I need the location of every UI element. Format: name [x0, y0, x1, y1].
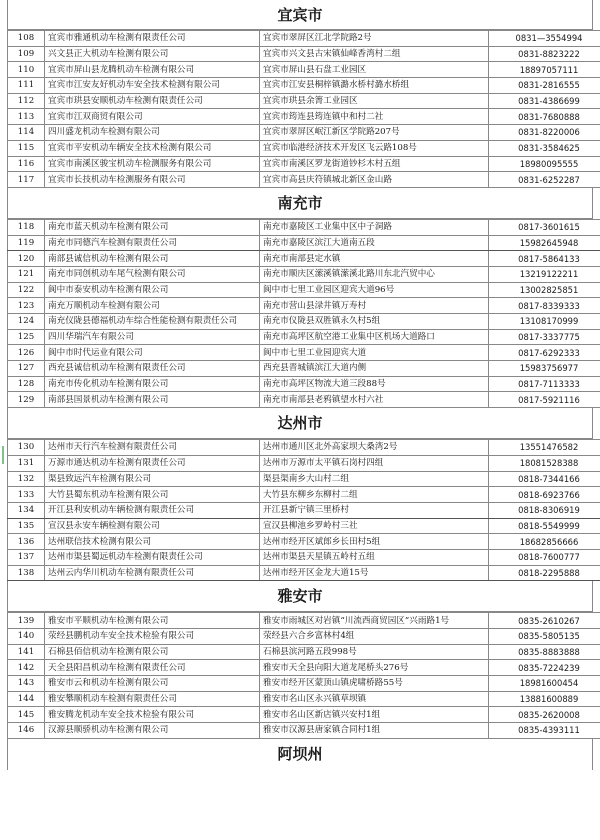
company-address: 南充市嘉陵区滨江大道南五段 — [260, 235, 489, 251]
company-name: 达州市天行汽车检测有限责任公司 — [45, 440, 260, 456]
company-address: 南充市嘉陵区工业集中区中子洞路 — [260, 219, 489, 235]
company-address: 达州市经开区金龙大道15号 — [260, 565, 489, 581]
company-address: 雅安市名山区永兴镇草坝镇 — [260, 691, 489, 707]
phone-number: 0835-2620008 — [489, 707, 600, 723]
row-number: 127 — [8, 361, 45, 377]
table-row — [8, 518, 600, 534]
row-number: 128 — [8, 376, 45, 392]
phone-number: 18980095555 — [489, 156, 600, 172]
phone-number: 0835-7224239 — [489, 660, 600, 676]
row-number: 115 — [8, 140, 45, 156]
row-number: 108 — [8, 31, 45, 47]
company-address: 阆中市七里工业园区迎宾大道96号 — [260, 282, 489, 298]
company-name: 开江县利安机动车辆检测有限责任公司 — [45, 502, 260, 518]
row-number: 140 — [8, 629, 45, 645]
phone-number: 0818-8306919 — [489, 502, 600, 518]
company-address: 开江县新宁镇三里桥村 — [260, 502, 489, 518]
company-address: 南充市高坪区航空港工业集中区机场大道路口 — [260, 329, 489, 345]
company-address: 宜宾市兴文县古宋镇仙峰香湾村二组 — [260, 46, 489, 62]
row-number: 138 — [8, 565, 45, 581]
phone-number: 0818-2295888 — [489, 565, 600, 581]
phone-number: 13551476582 — [489, 440, 600, 456]
phone-number: 15983756977 — [489, 361, 600, 377]
row-number: 113 — [8, 109, 45, 125]
table-row — [8, 455, 600, 471]
table-row — [8, 314, 600, 330]
company-name: 宜宾市南溪区骏宝机动车检测服务有限公司 — [45, 156, 260, 172]
table-row — [8, 172, 600, 188]
table-row — [8, 329, 600, 345]
phone-number: 18897057111 — [489, 62, 600, 78]
row-number: 126 — [8, 345, 45, 361]
row-number: 120 — [8, 251, 45, 267]
table-row — [8, 46, 600, 62]
row-number: 130 — [8, 440, 45, 456]
company-name: 万源市通达机动车检测有限责任公司 — [45, 455, 260, 471]
company-name: 南充市同德汽车检测有限责任公司 — [45, 235, 260, 251]
table-row — [8, 723, 600, 739]
row-number: 144 — [8, 691, 45, 707]
company-address: 宜宾市南溪区罗龙街道钞杉木村五组 — [260, 156, 489, 172]
section-header: 阿坝州 — [7, 739, 593, 770]
phone-number: 18682856666 — [489, 534, 600, 550]
company-name: 石棉县佰信机动车检测有限公司 — [45, 644, 260, 660]
phone-number: 0831-2816555 — [489, 78, 600, 94]
company-address: 南充市南部县老鸦镇望水村六社 — [260, 392, 489, 408]
phone-number: 0817-6292333 — [489, 345, 600, 361]
row-number: 110 — [8, 62, 45, 78]
company-address: 宜宾市筠连县筠连镇中和村二社 — [260, 109, 489, 125]
table-row — [8, 31, 600, 47]
table-row — [8, 644, 600, 660]
company-address: 雅安市雨城区对岩镇“川流西商贸园区”兴雨路1号 — [260, 613, 489, 629]
phone-number: 15982645948 — [489, 235, 600, 251]
company-name: 宜宾市珙县安顺机动车检测有限责任公司 — [45, 93, 260, 109]
phone-number: 0817-5921116 — [489, 392, 600, 408]
company-name: 阆中市泰安机动车检测有限公司 — [45, 282, 260, 298]
company-name: 荥经县鹏机动车安全技术检验有限公司 — [45, 629, 260, 645]
company-name: 四川盛龙机动车检测有限公司 — [45, 125, 260, 141]
row-number: 129 — [8, 392, 45, 408]
section-table — [7, 219, 600, 408]
row-number: 117 — [8, 172, 45, 188]
company-name: 南充万顺机动车检测有限公司 — [45, 298, 260, 314]
company-name: 南充仪陇县德福机动车综合性能检测有限责任公司 — [45, 314, 260, 330]
phone-number: 0817-7113333 — [489, 376, 600, 392]
company-name: 宜宾市江安友好机动车安全技术检测有限公司 — [45, 78, 260, 94]
phone-number: 0831-8823222 — [489, 46, 600, 62]
row-number: 122 — [8, 282, 45, 298]
table-row — [8, 707, 600, 723]
row-number: 136 — [8, 534, 45, 550]
table-row — [8, 78, 600, 94]
phone-number: 0835-4393111 — [489, 723, 600, 739]
row-number: 143 — [8, 676, 45, 692]
row-number: 141 — [8, 644, 45, 660]
phone-number: 0831-4386699 — [489, 93, 600, 109]
company-name: 雅安攀顺机动车检测有限责任公司 — [45, 691, 260, 707]
row-number: 131 — [8, 455, 45, 471]
company-name: 南充市蓝天机动车检测有限公司 — [45, 219, 260, 235]
phone-number: 0817-5864133 — [489, 251, 600, 267]
table-row — [8, 502, 600, 518]
company-address: 宜宾市江安县桐梓镇潞水桥村潞水桥组 — [260, 78, 489, 94]
company-name: 渠县致远汽车检测有限公司 — [45, 471, 260, 487]
row-number: 133 — [8, 487, 45, 503]
company-name: 南充市同创机动车尾气检测有限公司 — [45, 266, 260, 282]
company-name: 宜宾市长技机动车检测服务有限公司 — [45, 172, 260, 188]
section-header: 达州市 — [7, 408, 593, 439]
row-number: 124 — [8, 314, 45, 330]
section-header: 宜宾市 — [7, 0, 593, 30]
company-address: 达州市渠县天星镇五岭村五组 — [260, 549, 489, 565]
company-address: 南充市顺庆区潆溪镇潆溪北路川东北汽贸中心 — [260, 266, 489, 282]
company-address: 宣汉县柳池乡罗岭村三社 — [260, 518, 489, 534]
table-row — [8, 235, 600, 251]
table-row — [8, 660, 600, 676]
company-name: 汉源县顺骄机动车检测有限公司 — [45, 723, 260, 739]
company-address: 宜宾市翠屏区岷江新区学院路207号 — [260, 125, 489, 141]
table-row — [8, 140, 600, 156]
company-address: 西充县晋城镇滨江大道内侧 — [260, 361, 489, 377]
company-name: 南部县诚信机动车检测有限公司 — [45, 251, 260, 267]
phone-number: 0835-8883888 — [489, 644, 600, 660]
company-name: 天全县阳昌机动车检测有限责任公司 — [45, 660, 260, 676]
table-row — [8, 298, 600, 314]
company-name: 四川华瑞汽车有限公司 — [45, 329, 260, 345]
row-number: 146 — [8, 723, 45, 739]
row-number: 135 — [8, 518, 45, 534]
table-row — [8, 219, 600, 235]
row-number: 125 — [8, 329, 45, 345]
company-name: 宜宾市平安机动车辆安全技术检测有限公司 — [45, 140, 260, 156]
section-table — [7, 30, 600, 188]
company-name: 宜宾市屏山县龙腾机动车检测有限公司 — [45, 62, 260, 78]
row-number: 142 — [8, 660, 45, 676]
row-number: 112 — [8, 93, 45, 109]
table-row — [8, 471, 600, 487]
phone-number: 0818-6923766 — [489, 487, 600, 503]
company-address: 宜宾市珙县余箐工业园区 — [260, 93, 489, 109]
phone-number: 13881600889 — [489, 691, 600, 707]
phone-number: 0831-7680888 — [489, 109, 600, 125]
company-name: 达州云内华川机动车检测有限责任公司 — [45, 565, 260, 581]
phone-number: 0817-3601615 — [489, 219, 600, 235]
phone-number: 18981600454 — [489, 676, 600, 692]
phone-number: 13108170999 — [489, 314, 600, 330]
company-address: 阆中市七里工业园迎宾大道 — [260, 345, 489, 361]
row-number: 134 — [8, 502, 45, 518]
row-number: 123 — [8, 298, 45, 314]
company-name: 兴文县正大机动车检测有限公司 — [45, 46, 260, 62]
company-address: 达州市通川区北外高家坝大桑湾2号 — [260, 440, 489, 456]
company-address: 达州市万源市太平镇石岗村四组 — [260, 455, 489, 471]
phone-number: 0831-6252287 — [489, 172, 600, 188]
company-name: 南部县国景机动车检测有限公司 — [45, 392, 260, 408]
row-number: 132 — [8, 471, 45, 487]
company-address: 石棉县滨河路五段998号 — [260, 644, 489, 660]
table-row — [8, 534, 600, 550]
company-address: 荥经县六合乡富林村4组 — [260, 629, 489, 645]
phone-number: 0818-7600777 — [489, 549, 600, 565]
company-address: 宜宾市屏山县石盘工业园区 — [260, 62, 489, 78]
phone-number: 18081528388 — [489, 455, 600, 471]
company-name: 宣汉县永安车辆检测有限公司 — [45, 518, 260, 534]
company-address: 南充市仪陇县双胜镇永久村5组 — [260, 314, 489, 330]
table-row — [8, 629, 600, 645]
margin-marker — [2, 446, 4, 464]
phone-number: 0831-3584625 — [489, 140, 600, 156]
company-name: 南充市传化机动车检测有限公司 — [45, 376, 260, 392]
section-header: 南充市 — [7, 188, 593, 219]
company-name: 大竹县蜀东机动车检测有限公司 — [45, 487, 260, 503]
table-row — [8, 93, 600, 109]
row-number: 116 — [8, 156, 45, 172]
company-name: 达州联信技术检测有限公司 — [45, 534, 260, 550]
table-row — [8, 691, 600, 707]
row-number: 121 — [8, 266, 45, 282]
table-row — [8, 62, 600, 78]
company-address: 宜宾市临港经济技术开发区飞云路108号 — [260, 140, 489, 156]
table-row — [8, 565, 600, 581]
table-row — [8, 282, 600, 298]
row-number: 137 — [8, 549, 45, 565]
company-name: 西充县诚信机动车检测有限责任公司 — [45, 361, 260, 377]
table-row — [8, 392, 600, 408]
phone-number: 0835-5805135 — [489, 629, 600, 645]
phone-number: 0835-2610267 — [489, 613, 600, 629]
company-address: 宜宾市翠屏区江北学院路2号 — [260, 31, 489, 47]
company-address: 雅安市经开区蒙顶山镇虎啸桥路55号 — [260, 676, 489, 692]
document — [7, 0, 593, 770]
section-table — [7, 612, 600, 739]
company-name: 阆中市时代运业有限公司 — [45, 345, 260, 361]
table-row — [8, 376, 600, 392]
company-name: 雅安市云和机动车检测有限公司 — [45, 676, 260, 692]
table-row — [8, 345, 600, 361]
table-row — [8, 440, 600, 456]
row-number: 114 — [8, 125, 45, 141]
company-address: 雅安市天全县向阳大道龙尾桥头276号 — [260, 660, 489, 676]
row-number: 145 — [8, 707, 45, 723]
table-row — [8, 676, 600, 692]
phone-number: 0818-5549999 — [489, 518, 600, 534]
company-address: 南充市营山县渌井镇万寿村 — [260, 298, 489, 314]
table-row — [8, 156, 600, 172]
company-name: 宜宾市江双商贸有限公司 — [45, 109, 260, 125]
table-row — [8, 361, 600, 377]
company-address: 南充市南部县定水镇 — [260, 251, 489, 267]
phone-number: 0817-8339333 — [489, 298, 600, 314]
table-row — [8, 125, 600, 141]
phone-number: 13002825851 — [489, 282, 600, 298]
company-address: 达州市经开区斌郎乡长田村5组 — [260, 534, 489, 550]
table-row — [8, 266, 600, 282]
phone-number: 0817-3337775 — [489, 329, 600, 345]
company-address: 雅安市汉源县唐家镇合同村1组 — [260, 723, 489, 739]
row-number: 139 — [8, 613, 45, 629]
company-address: 宜宾市高县庆符镇城北新区金山路 — [260, 172, 489, 188]
row-number: 118 — [8, 219, 45, 235]
company-name: 宜宾市雅通机动车检测有限责任公司 — [45, 31, 260, 47]
company-address: 渠县渠南乡大山村二组 — [260, 471, 489, 487]
phone-number: 0818-7344166 — [489, 471, 600, 487]
table-row — [8, 251, 600, 267]
table-row — [8, 487, 600, 503]
table-row — [8, 109, 600, 125]
table-row — [8, 613, 600, 629]
company-address: 南充市高坪区物流大道三段88号 — [260, 376, 489, 392]
phone-number: 13219122211 — [489, 266, 600, 282]
section-header: 雅安市 — [7, 581, 593, 612]
row-number: 109 — [8, 46, 45, 62]
company-name: 雅安市平顺机动车检测有限公司 — [45, 613, 260, 629]
company-name: 雅安腾龙机动车安全技术检验有限公司 — [45, 707, 260, 723]
section-table — [7, 439, 600, 581]
company-name: 达州市渠县蜀远机动车检测有限责任公司 — [45, 549, 260, 565]
phone-number: 0831-8220006 — [489, 125, 600, 141]
company-address: 大竹县东柳乡东柳村二组 — [260, 487, 489, 503]
row-number: 111 — [8, 78, 45, 94]
phone-number: 0831—3554994 — [489, 31, 600, 47]
row-number: 119 — [8, 235, 45, 251]
company-address: 雅安市名山区新店镇兴安村1组 — [260, 707, 489, 723]
table-row — [8, 549, 600, 565]
